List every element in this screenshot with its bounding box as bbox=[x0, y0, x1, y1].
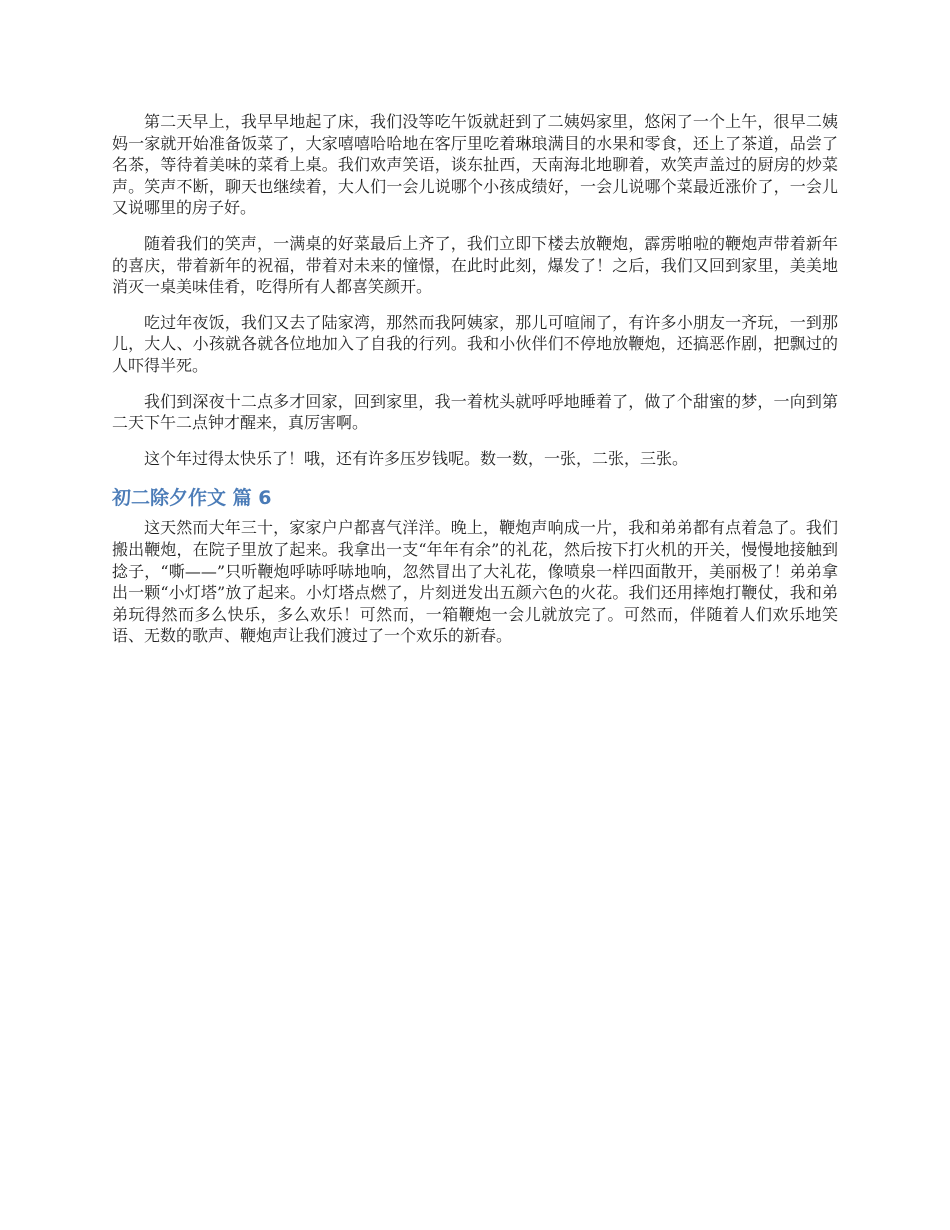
section-heading: 初二除夕作文 篇 6 bbox=[112, 487, 272, 510]
paragraph: 第二天早上，我早早地起了床，我们没等吃午饭就赶到了二姨妈家里，悠闲了一个上午，很早二姨妈一家就开始准备饭菜了，大家嘻嘻哈哈地在客厅里吃着琳琅满目的水果和零食，还上了茶道，品尝了名茶，等待着美味的菜肴上桌。我们欢声笑语，谈东扯西，天南海北地聊着，欢笑声盖过的厨房的炒菜声。笑声不断，聊天也继续着，大人们一会儿说哪个小孩成绩好，一会儿说哪个菜最近涨价了，一会儿又说哪里的房子好。 bbox=[112, 112, 838, 218]
paragraph: 随着我们的笑声，一满桌的好菜最后上齐了，我们立即下楼去放鞭炮，霹雳啪啦的鞭炮声带着新年的喜庆，带着新年的祝福，带着对未来的憧憬，在此时此刻，爆发了！之后，我们又回到家里，美美地消灭一桌美味佳肴，吃得所有人都喜笑颜开。 bbox=[112, 233, 838, 297]
document-page bbox=[112, 111, 838, 661]
paragraph: 这个年过得太快乐了！哦，还有许多压岁钱呢。数一数，一张，二张，三张。 bbox=[144, 448, 689, 468]
paragraph: 这天然而大年三十，家家户户都喜气洋洋。晚上，鞭炮声响成一片，我和弟弟都有点着急了。我们搬出鞭炮，在院子里放了起来。我拿出一支“年年有余”的礼花，然后按下打火机的开关，慢慢地接触到捻子，“嘶——”只听鞭炮呼哧呼哧地响，忽然冒出了大礼花，像喷泉一样四面散开，美丽极了！弟弟拿出一颗“小灯塔”放了起来。小灯塔点燃了，片刻迸发出五颜六色的火花。我们还用摔炮打鞭仗，我和弟弟玩得然而多么快乐，多么欢乐！可然而，一箱鞭炮一会儿就放完了。可然而，伴随着人们欢乐地笑语、无数的歌声、鞭炮声让我们渡过了一个欢乐的新春。 bbox=[112, 518, 838, 646]
paragraph: 吃过年夜饭，我们又去了陆家湾，那然而我阿姨家，那儿可喧闹了，有许多小朋友一齐玩，一到那儿，大人、小孩就各就各位地加入了自我的行列。我和小伙伴们不停地放鞭炮，还搞恶作剧，把飘过的人吓得半死。 bbox=[112, 312, 838, 375]
paragraph: 我们到深夜十二点多才回家，回到家里，我一着枕头就呼呼地睡着了，做了个甜蜜的梦，一向到第二天下午二点钟才醒来，真厉害啊。 bbox=[112, 391, 838, 433]
